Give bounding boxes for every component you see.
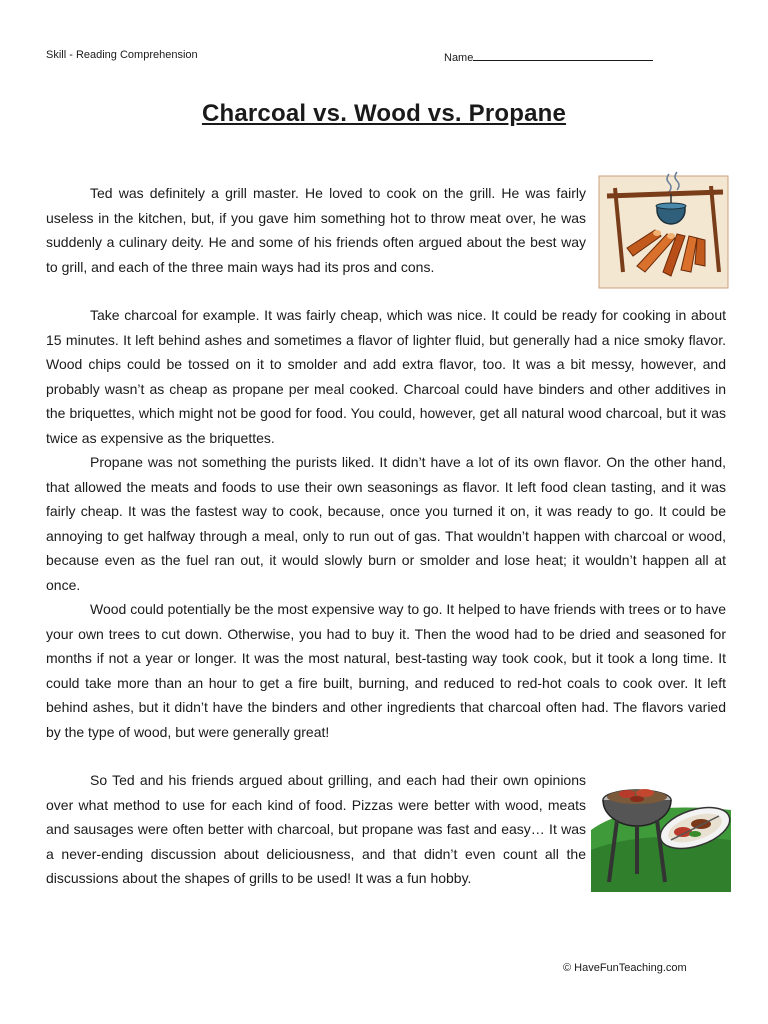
name-blank-line bbox=[473, 49, 653, 61]
page-title: Charcoal vs. Wood vs. Propane bbox=[201, 100, 567, 127]
paragraph-3 bbox=[46, 450, 726, 597]
paragraph-text: Propane was not something the purists liked. It didn’t have a lot of its own flavor. On the other hand, that allowed the meats and foods to use their own seasonings as flavor. It left food clean tasting, and it was fairly cheap. It was the fastest way to cook, because, once you turned it on, it was ready to go. It could be annoying to get halfway through a meal, only to run out of gas. That wouldn’t happen with charcoal or wood, because even as the fuel ran out, it would slowly burn or smolder and lose heat; it wouldn’t happen all at once. bbox=[46, 454, 726, 593]
paragraph-text: Wood could potentially be the most expensive way to go. It helped to have friends with trees or to have your own trees to cut down. Otherwise, you had to buy it. Then the wood had to be dried and seasoned for months if not a year or longer. It was the most natural, best-tasting way took cook, but it took a long time. It could take more than an hour to get a fire built, burning, and reduced to red-hot coals to cook over. It left behind ashes, but it didn’t have the binders and other ingredients that charcoal often had. The flavors varied by the type of wood, but were generally great! bbox=[46, 601, 726, 740]
paragraph-text: So Ted and his friends argued about grilling, and each had their own opinions over what method to use for each kind of food. Pizzas were better with wood, meats and sausages were often better with charcoal, but propane was fast and easy… It was a never-ending discussion about deliciousness, and that didn’t even count all the discussions about the shapes of grills to be used! It was a fun hobby. bbox=[46, 772, 586, 886]
skill-label: Skill - Reading Comprehension bbox=[46, 49, 198, 61]
paragraph-5 bbox=[46, 768, 586, 891]
campfire-pot-icon bbox=[597, 168, 730, 290]
paragraph-text: Ted was definitely a grill master. He loved to cook on the grill. He was fairly useless in the kitchen, but, if you gave him something hot to throw meat over, he was suddenly a culinary deity. He and some of his friends often argued about the best way to grill, and each of the three main ways had its pros and cons. bbox=[46, 185, 586, 275]
paragraph-text: Take charcoal for example. It was fairly cheap, which was nice. It could be ready for cooking in about 15 minutes. It left behind ashes and sometimes a flavor of lighter fluid, but generally had a nice smoky flavor. Wood chips could be tossed on it to smolder and add extra flavor, too. It was a bit messy, however, and probably wasn’t as cheap as propane per meal cooked. Charcoal could have binders and other additives in the briquettes, which might not be good for food. You could, however, get all natural wood charcoal, but it was twice as expensive as the briquettes. bbox=[46, 307, 726, 446]
paragraph-4 bbox=[46, 597, 726, 744]
copyright-footer: © HaveFunTeaching.com bbox=[563, 962, 687, 974]
paragraph-2 bbox=[46, 303, 726, 450]
name-field bbox=[444, 49, 653, 64]
bbq-grill-icon bbox=[591, 770, 731, 892]
name-label: Name bbox=[444, 52, 474, 64]
paragraph-1 bbox=[46, 181, 586, 279]
